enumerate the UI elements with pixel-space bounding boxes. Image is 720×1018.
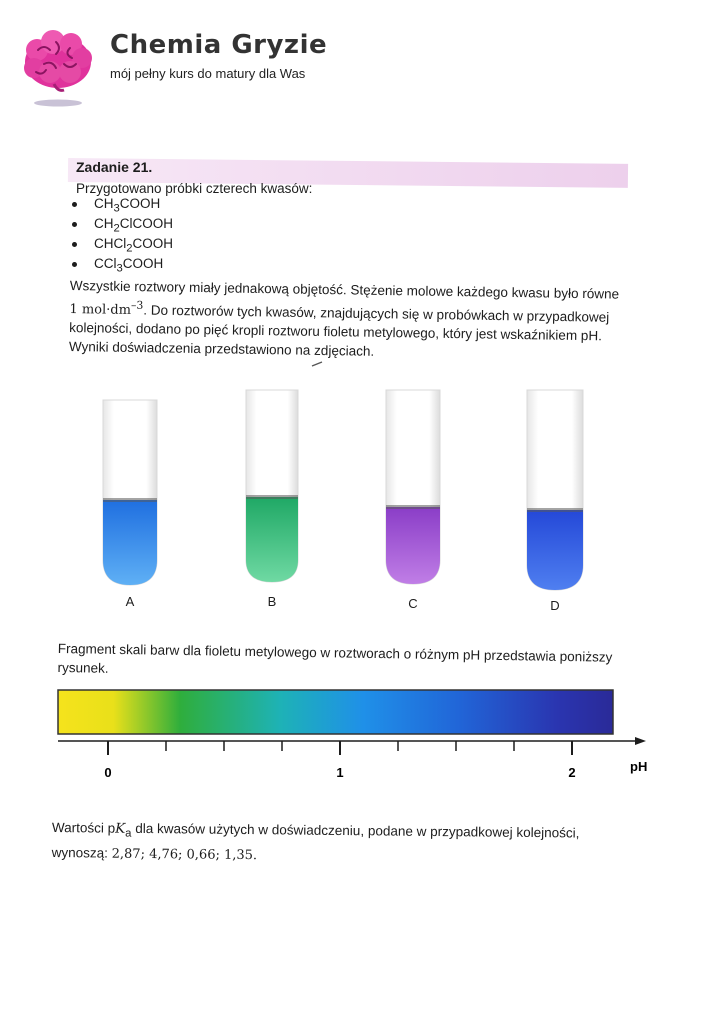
acid-item: $CH_2ClCOOH$ bbox=[64, 214, 173, 234]
brand-name: Chemia Gryzie bbox=[110, 30, 328, 60]
acid-item: CCl$_3$COOH bbox=[64, 254, 173, 274]
ph-gradient-bar bbox=[58, 690, 613, 734]
bullet-icon bbox=[72, 242, 77, 247]
pka-text: Wartości $pK_a$ dla kwasów użytych w doświadczeniu, podane w przypadkowej kolejności, wynoszą: 2,87; 4,76; 0,66; 1,35. bbox=[51, 819, 580, 863]
acid-item: $CH_3COOH$ bbox=[64, 194, 173, 214]
ph-axis bbox=[58, 737, 647, 780]
ph-color-scale bbox=[50, 688, 650, 798]
concentration-value: 1 $mol\cdot dm^{-3}$ bbox=[69, 298, 144, 318]
acid-list bbox=[64, 194, 173, 274]
test-tubes-photo bbox=[0, 360, 720, 620]
tube-label: D bbox=[550, 598, 560, 613]
bullet-icon bbox=[72, 222, 77, 227]
scale-caption: Fragment skali barw dla fioletu metylowego w roztworach o różnym pH przedstawia poniższy rysunek. bbox=[57, 640, 613, 676]
acid-item: CHCl$_2$COOH bbox=[64, 234, 173, 254]
ph-tick-label: 2 bbox=[568, 765, 576, 780]
task-intro: Przygotowano próbki czterech kwasów: bbox=[76, 181, 313, 196]
ph-axis-arrow-icon bbox=[635, 737, 646, 745]
pka-values: 2,87; 4,76; 0,66; 1,35. bbox=[111, 846, 258, 863]
test-tube-a bbox=[103, 400, 157, 609]
test-tube-c bbox=[386, 390, 440, 611]
ph-tick-label: 1 bbox=[336, 765, 344, 780]
task-paragraph: Wszystkie roztwory miały jednakową objętość. Stężenie molowe każdego kwasu było równe 1 $mol\cdot dm^{-3}$. Do roztworów tych kwasów, znajdujących się w probówkach w przypadkowej kolejności, dodano po pięć kropli roztworu fioletu metylowego, który jest wskaźnikiem pH. Wyniki doświadczenia przedstawiono na zdjęciach. bbox=[68, 277, 620, 359]
brand-tagline: mój pełny kurs do matury dla Was bbox=[110, 66, 306, 81]
tube-label: B bbox=[267, 594, 277, 609]
tube-label: A bbox=[125, 594, 135, 609]
test-tube-b bbox=[246, 390, 298, 609]
ph-tick-label: 0 bbox=[104, 765, 112, 780]
tube-label: C bbox=[408, 596, 418, 611]
task-title: Zadanie 21. bbox=[76, 159, 153, 175]
test-tube-d bbox=[527, 390, 583, 613]
bullet-icon bbox=[72, 262, 77, 267]
ph-axis-label: pH bbox=[630, 759, 648, 774]
bullet-icon bbox=[72, 202, 77, 207]
